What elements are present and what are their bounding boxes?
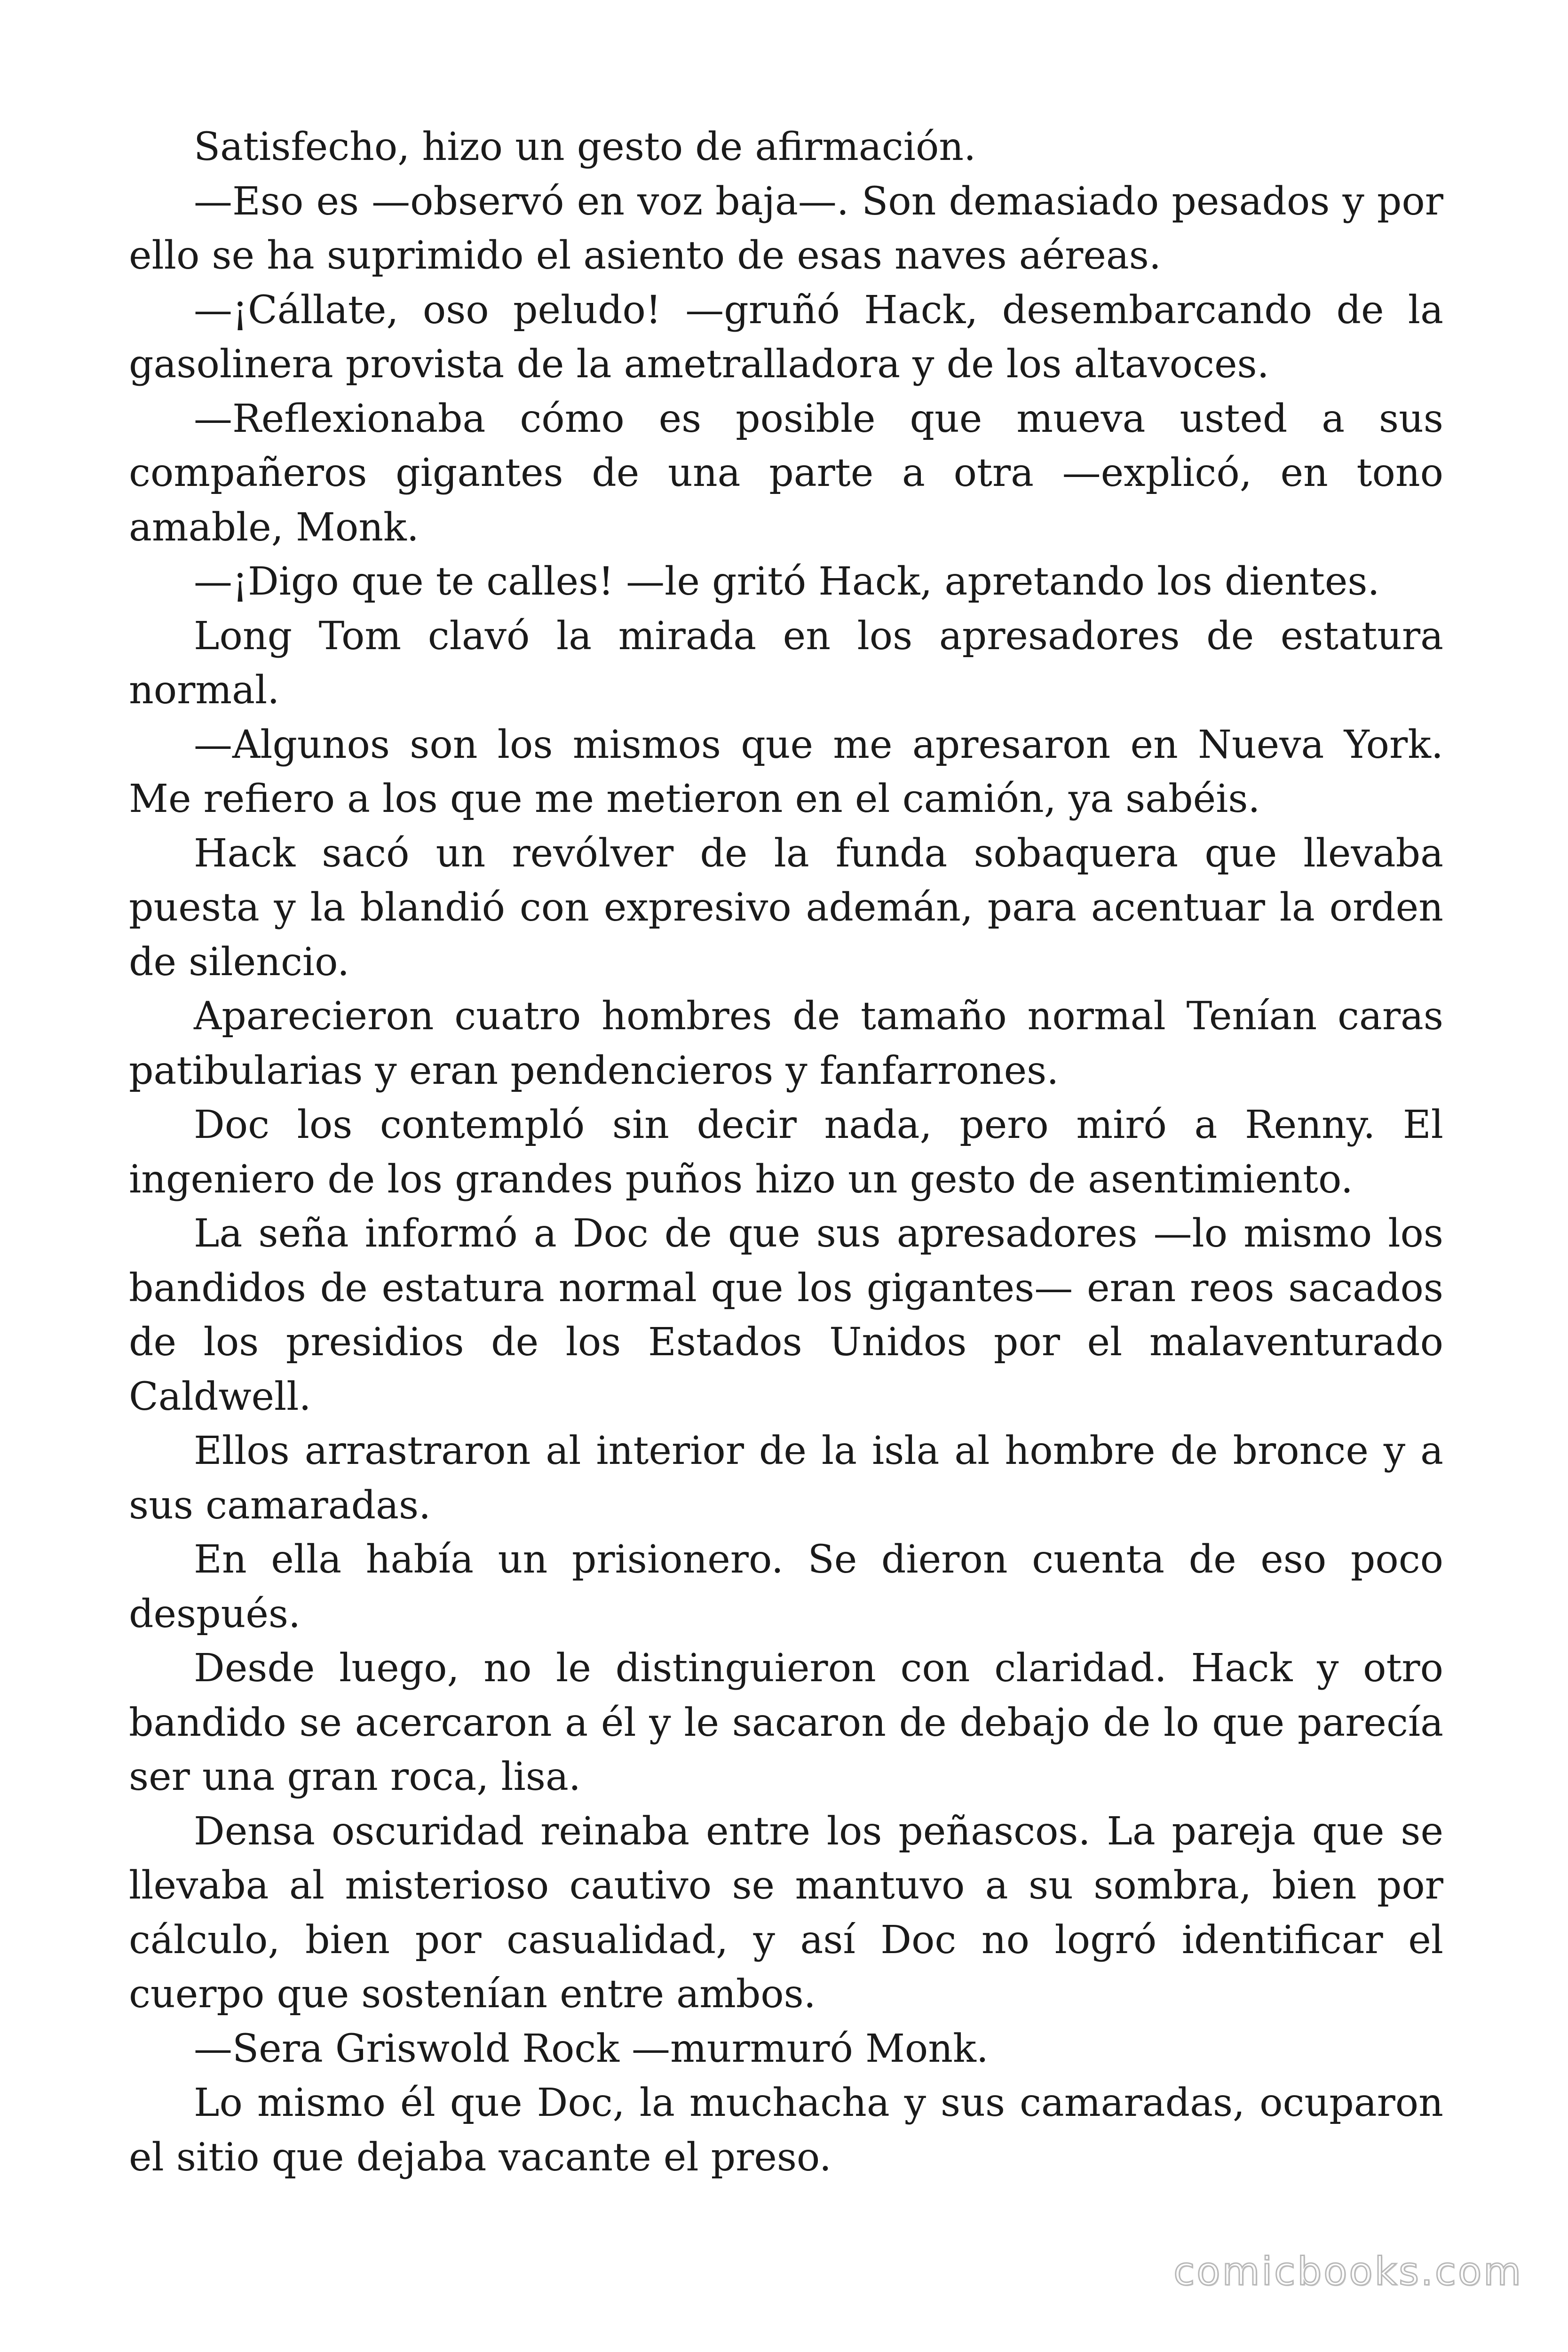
watermark: comicbooks.com [1173,2249,1523,2294]
paragraph: La seña informó a Doc de que sus apresadores —lo mismo los bandidos de estatura normal que los gigantes— eran reos sacados de los presidios de los Estados Unidos por el malaventurado Caldwell. [129,1211,1443,1419]
book-page-text [129,120,1443,2185]
paragraph: —¡Digo que te calles! —le gritó Hack, apretando los dientes. [194,559,1380,604]
paragraph: Doc los contempló sin decir nada, pero miró a Renny. El ingeniero de los grandes puños hizo un gesto de asentimiento. [129,1103,1443,1202]
paragraph: Lo mismo él que Doc, la muchacha y sus camaradas, ocuparon el sitio que dejaba vacante el preso. [129,2081,1443,2180]
paragraph: —Algunos son los mismos que me apresaron en Nueva York. Me refiero a los que me metieron en el camión, ya sabéis. [129,722,1443,821]
paragraph: En ella había un prisionero. Se dieron cuenta de eso poco después. [129,1537,1443,1637]
paragraph: Ellos arrastraron al interior de la isla al hombre de bronce y a sus camaradas. [129,1429,1443,1528]
paragraph: —¡Cállate, oso peludo! —gruñó Hack, desembarcando de la gasolinera provista de la ametralladora y de los altavoces. [129,287,1443,387]
paragraph: Densa oscuridad reinaba entre los peñascos. La pareja que se llevaba al misterioso cautivo se mantuvo a su sombra, bien por cálculo, bien por casualidad, y así Doc no logró identificar el cuerpo que sostenían entre ambos. [129,1809,1443,2017]
paragraph: Hack sacó un revólver de la funda sobaquera que llevaba puesta y la blandió con expresivo ademán, para acentuar la orden de silencio. [129,831,1443,985]
paragraph: Long Tom clavó la mirada en los apresadores de estatura normal. [129,613,1443,713]
paragraph: —Eso es —observó en voz baja—. Son demasiado pesados y por ello se ha suprimido el asiento de esas naves aéreas. [129,179,1443,278]
paragraph: —Sera Griswold Rock —murmuró Monk. [194,2026,989,2071]
paragraph: Satisfecho, hizo un gesto de afirmación. [194,125,976,169]
paragraph: Desde luego, no le distinguieron con claridad. Hack y otro bandido se acercaron a él y le sacaron de debajo de lo que parecía ser una gran roca, lisa. [129,1646,1443,1799]
paragraph: Aparecieron cuatro hombres de tamaño normal Tenían caras patibularias y eran pendencieros y fanfarrones. [129,994,1443,1093]
paragraph: —Reflexionaba cómo es posible que mueva usted a sus compañeros gigantes de una parte a otra —explicó, en tono amable, Monk. [129,396,1443,550]
